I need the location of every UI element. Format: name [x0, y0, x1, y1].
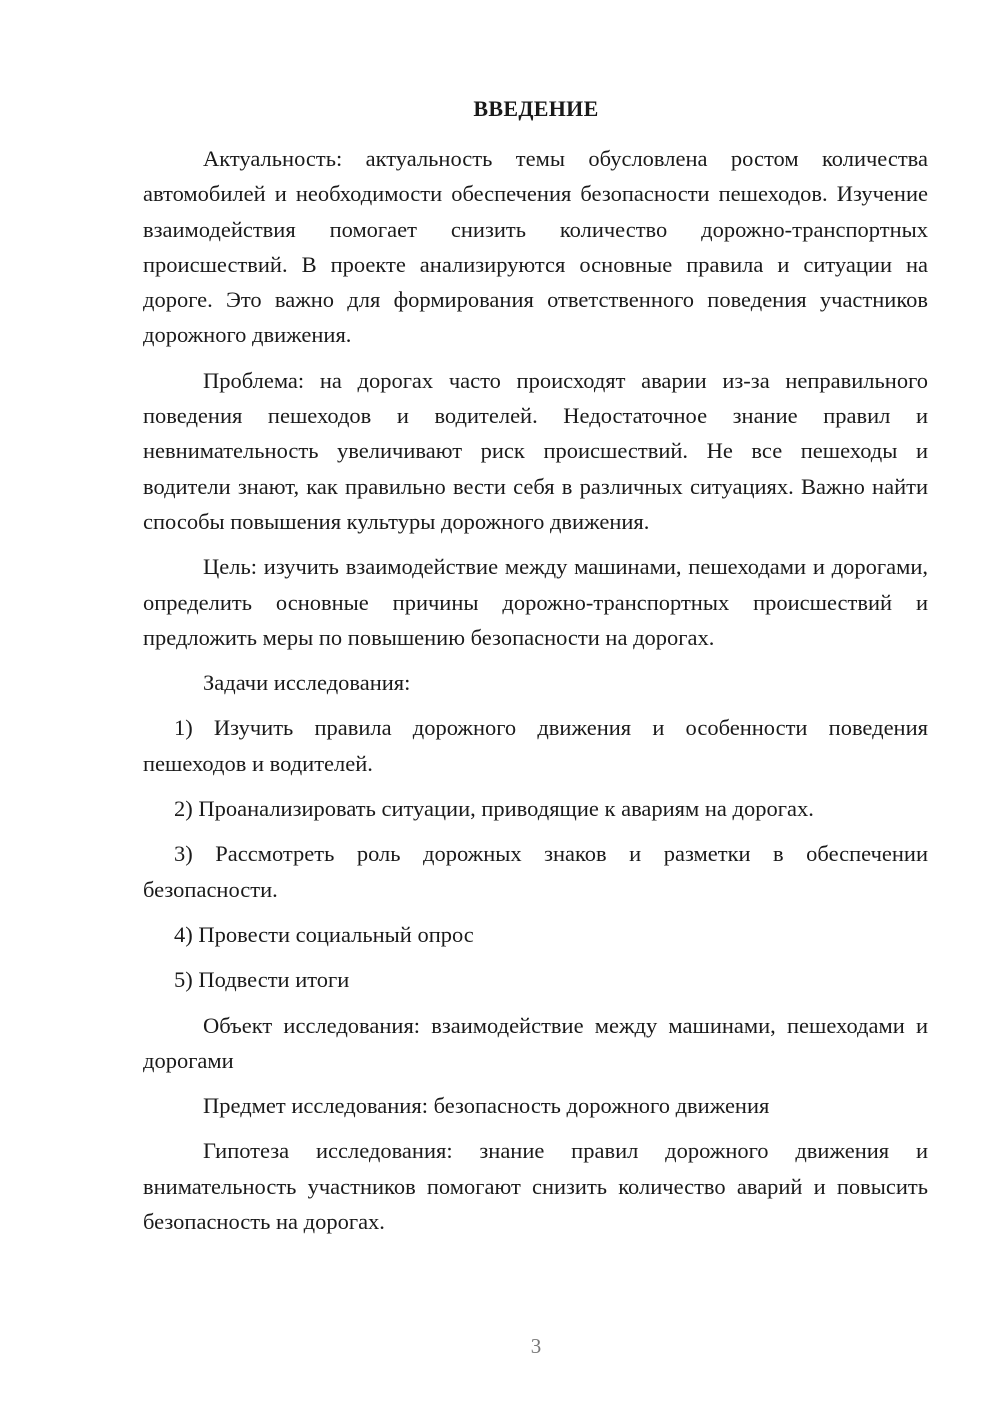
paragraph-problem: Проблема: на дорогах часто происходят аварии из-за неправильного поведения пешеходов и водителей. Недостаточное знание правил и невнимательность увеличивают риск происшествий. Не все пешеходы и водители знают, как правильно вести себя в различных ситуациях. Важно найти способы повышения культуры дорожного движения. — [143, 367, 928, 534]
list-item: 3) Рассмотреть роль дорожных знаков и разметки в обеспечении безопасности. — [143, 841, 928, 902]
paragraph-subject: Предмет исследования: безопасность дорожного движения — [203, 1093, 770, 1119]
paragraph-hypothesis: Гипотеза исследования: знание правил дорожного движения и внимательность участников помогают снизить количество аварий и повысить безопасность на дорогах. — [143, 1138, 928, 1235]
paragraph-goal: Цель: изучить взаимодействие между машинами, пешеходами и дорогами, определить основные причины дорожно-транспортных происшествий и предложить меры по повышению безопасности на дорогах. — [143, 554, 928, 650]
page-number: 3 — [530, 1334, 542, 1358]
list-item: 2) Проанализировать ситуации, приводящие к авариям на дорогах. — [174, 796, 814, 822]
list-item: 4) Провести социальный опрос — [174, 921, 474, 947]
list-item: 5) Подвести итоги — [174, 967, 350, 993]
paragraph-relevance: Актуальность: актуальность темы обусловлена ростом количества автомобилей и необходимости обеспечения безопасности пешеходов. Изучение взаимодействия помогает снизить количество дорожно-транспортных происшествий. В проекте анализируются основные правила и ситуации на дороге. Это важно для формирования ответственного поведения участников дорожного движения. — [143, 146, 928, 348]
paragraph-object: Объект исследования: взаимодействие между машинами, пешеходами и дорогами — [143, 1012, 928, 1073]
list-item: 1) Изучить правила дорожного движения и особенности поведения пешеходов и водителей. — [143, 715, 928, 776]
paragraph-tasks-heading: Задачи исследования: — [203, 670, 411, 696]
document-body — [143, 141, 928, 1239]
page-title: ВВЕДЕНИЕ — [473, 96, 599, 121]
